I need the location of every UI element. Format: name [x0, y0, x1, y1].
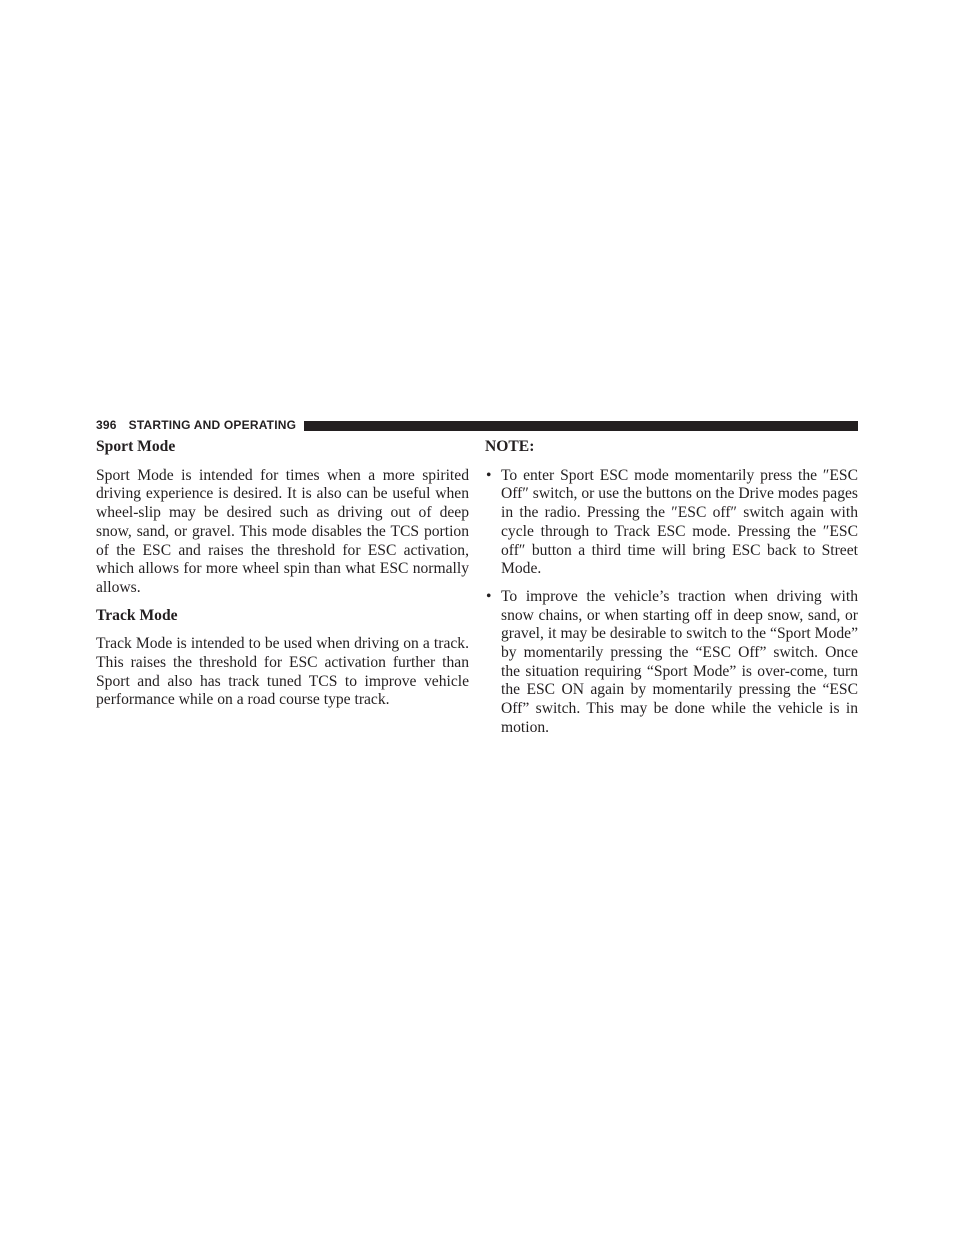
list-item	[485, 467, 858, 579]
track-mode-heading: Track Mode	[96, 606, 178, 624]
note-heading: NOTE:	[485, 438, 535, 455]
list-item	[485, 588, 858, 738]
note-list	[485, 467, 858, 738]
note-text-traction: To improve the vehicle’s traction when driving with snow chains, or when starting off in deep snow, sand, or gravel, it may be desirable to switch to the “Sport Mode” by momentarily pressing the “ESC Off” switch. Once the situation requiring “Sport Mode” is over-come, turn the ESC ON again by momentarily pressing the “ESC Off” switch. This may be done while the vehicle is in motion.	[501, 587, 858, 736]
page-number: 396	[96, 418, 117, 432]
page-header	[96, 417, 858, 433]
bullet-icon: •	[486, 466, 492, 484]
right-column	[485, 438, 858, 747]
bullet-icon: •	[486, 587, 492, 605]
note-text-sport-esc: To enter Sport ESC mode momentarily press the ″ESC Off″ switch, or use the buttons on the Drive modes pages in the radio. Pressing the ″ESC off″ switch again with cycle through to Track ESC mode. Pressing the ″ESC off″ button a third time will bring ESC back to Street Mode.	[501, 466, 858, 578]
sport-mode-heading: Sport Mode	[96, 438, 176, 455]
track-mode-paragraph: Track Mode is intended to be used when driving on a track. This raises the threshold for ESC activation further than Sport and also has track tuned TCS to improve vehicle performance while on a road course type track.	[96, 635, 469, 709]
sport-mode-paragraph: Sport Mode is intended for times when a more spirited driving experience is desired. It is also can be useful when wheel-slip may be desired such as driving out of deep snow, sand, or gravel. This mode disables the TCS portion of the ESC and raises the threshold for ESC activation, which allows for more wheel spin than what ESC normally allows.	[96, 466, 469, 596]
left-column	[96, 438, 469, 719]
section-title: STARTING AND OPERATING	[128, 418, 297, 432]
header-rule	[304, 421, 858, 431]
